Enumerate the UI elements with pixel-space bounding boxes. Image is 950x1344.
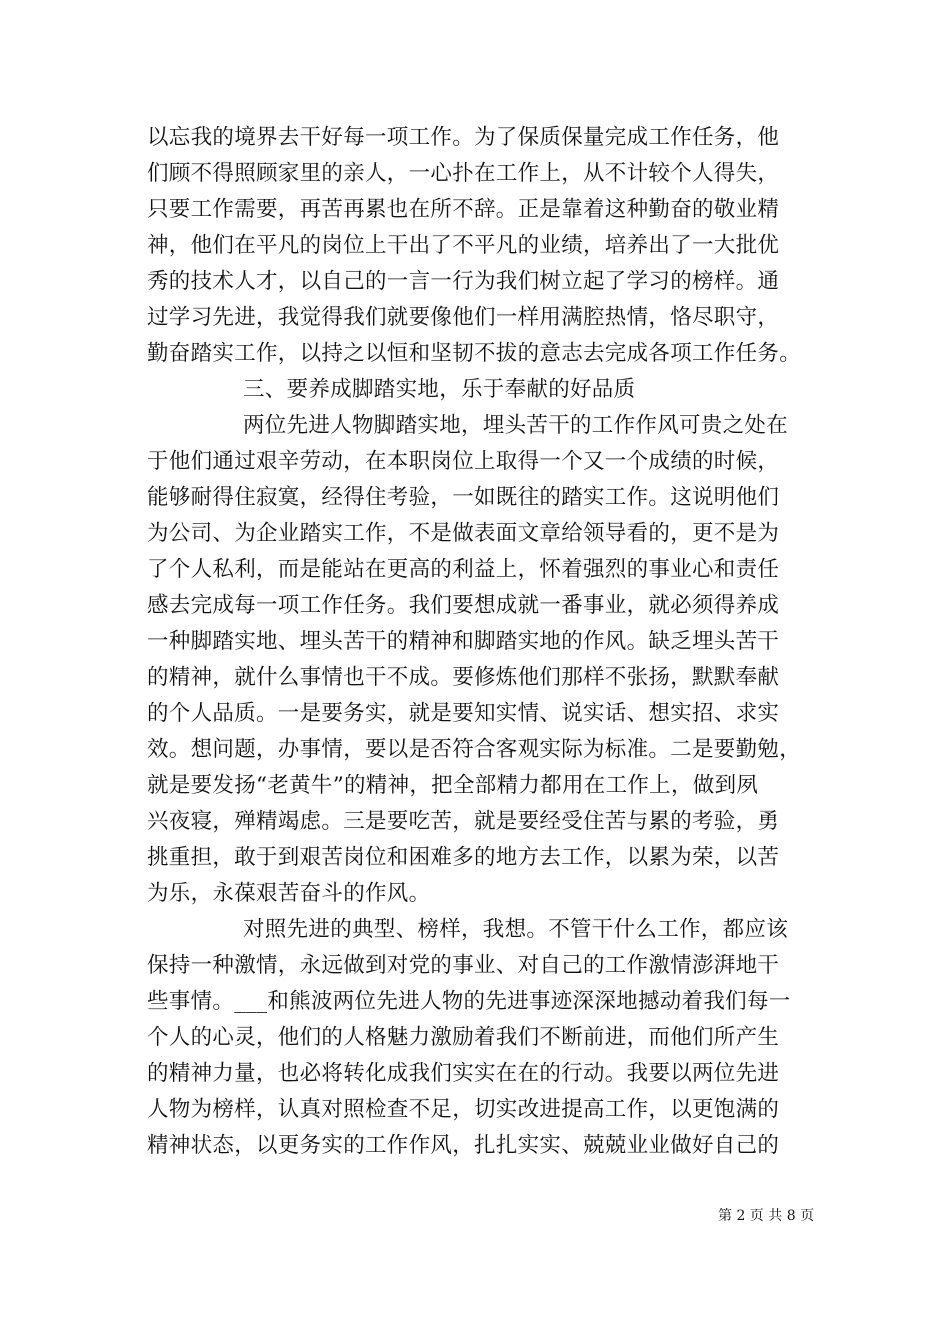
body-text (147, 120, 817, 1164)
text-line: 效。想问题，办事情，要以是否符合客观实际为标准。二是要勤勉， (147, 737, 802, 762)
text-line: 人物为榜样，认真对照检查不足，切实改进提高工作，以更饱满的 (147, 1097, 780, 1122)
text-line: 兴夜寝，殚精竭虑。三是要吃苦，就是要经受住苦与累的考验，勇 (147, 809, 780, 834)
text-line: 对照先进的典型、榜样，我想。不管干什么工作，都应该 (243, 917, 789, 942)
text-line: 个人的心灵，他们的人格魅力激励着我们不断前进，而他们所产生 (147, 1025, 780, 1050)
text-line: 保持一种激情，永远做到对党的事业、对自己的工作激情澎湃地干 (147, 953, 780, 978)
text-line: 过学习先进，我觉得我们就要像他们一样用满腔热情，恪尽职守， (147, 305, 780, 330)
text-line: 的精神力量，也必将转化成我们实实在在的行动。我要以两位先进 (147, 1061, 780, 1086)
text-line: 勤奋踏实工作，以持之以恒和坚韧不拔的意志去完成各项工作任务。 (147, 341, 802, 366)
text-line: 精神状态，以更务实的工作作风，扎扎实实、兢兢业业做好自己的 (147, 1133, 780, 1158)
text-line: 们顾不得照顾家里的亲人，一心扑在工作上，从不计较个人得失， (147, 161, 780, 186)
text-line: 了个人私利，而是能站在更高的利益上，怀着强烈的事业心和责任 (147, 557, 780, 582)
text-line: 就是要发扬“老黄牛”的精神，把全部精力都用在工作上，做到夙 (147, 773, 759, 798)
text-line: 神，他们在平凡的岗位上干出了不平凡的业绩，培养出了一大批优 (147, 233, 780, 258)
text-line: 能够耐得住寂寞，经得住考验，一如既往的踏实工作。这说明他们 (147, 485, 780, 510)
text-line: 挑重担，敢于到艰苦岗位和困难多的地方去工作，以累为荣，以苦 (147, 845, 780, 870)
text-line: 只要工作需要，再苦再累也在所不辞。正是靠着这种勤奋的敬业精 (147, 197, 780, 222)
section-heading: 三、要养成脚踏实地，乐于奉献的好品质 (243, 377, 636, 402)
text-line: 秀的技术人才，以自己的一言一行为我们树立起了学习的榜样。通 (147, 269, 780, 294)
page-number: 第 2 页 共 8 页 (718, 1208, 815, 1224)
text-line: 为乐，永葆艰苦奋斗的作风。 (147, 881, 431, 906)
text-line: 一种脚踏实地、埋头苦干的精神和脚踏实地的作风。缺乏埋头苦干 (147, 629, 780, 654)
text-line: 以忘我的境界去干好每一项工作。为了保质保量完成工作任务，他 (147, 125, 780, 150)
paragraph-1 (147, 120, 817, 372)
paragraph-2 (147, 408, 817, 912)
paragraph-3 (147, 912, 817, 1164)
text-line: 的精神，就什么事情也干不成。要修炼他们那样不张扬，默默奉献 (147, 665, 780, 690)
text-line: 两位先进人物脚踏实地，埋头苦干的工作作风可贵之处在 (243, 413, 789, 438)
text-line: 为公司、为企业踏实工作，不是做表面文章给领导看的，更不是为 (147, 521, 780, 546)
text-line: 于他们通过艰辛劳动，在本职岗位上取得一个又一个成绩的时候， (147, 449, 780, 474)
text-line: 的个人品质。一是要务实，就是要知实情、说实话、想实招、求实 (147, 701, 780, 726)
text-line: 些事情。___和熊波两位先进人物的先进事迹深深地撼动着我们每一 (147, 989, 791, 1014)
text-line: 感去完成每一项工作任务。我们要想成就一番事业，就必须得养成 (147, 593, 780, 618)
